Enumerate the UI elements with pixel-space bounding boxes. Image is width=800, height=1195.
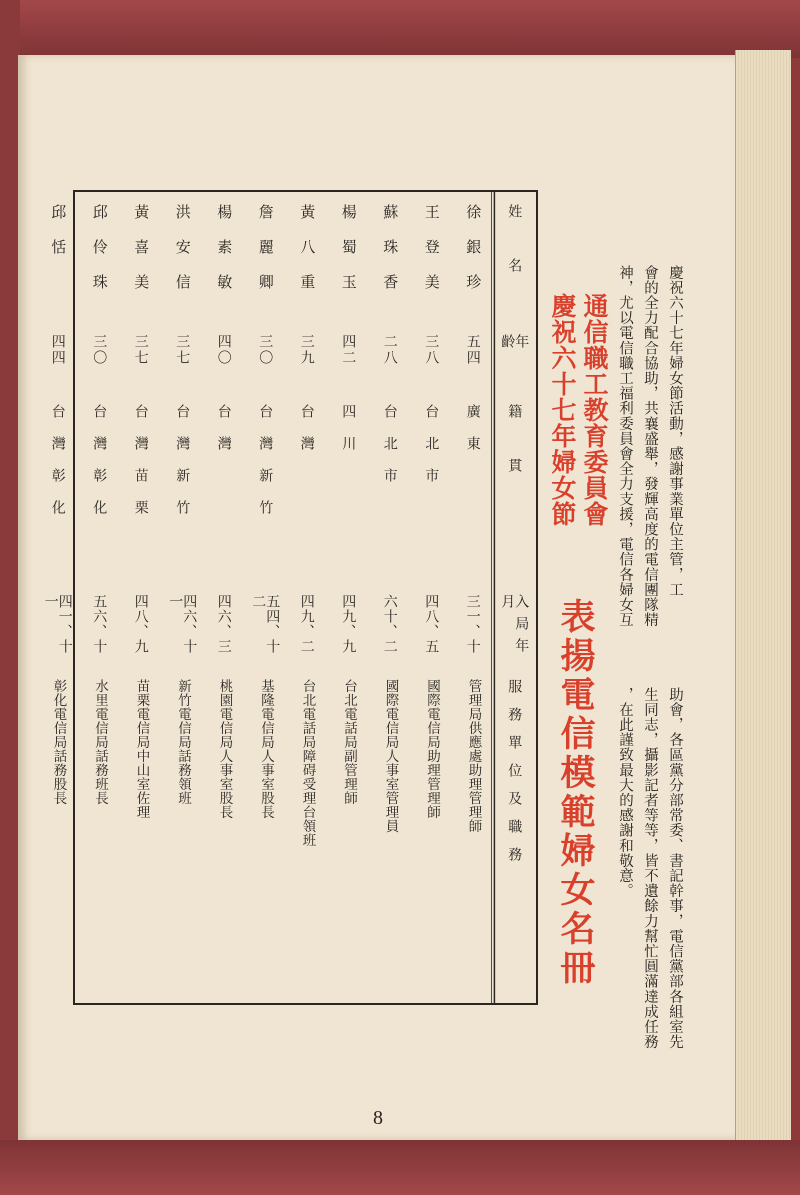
age-text: 五四 bbox=[464, 334, 481, 366]
origin-text: 台灣 bbox=[215, 404, 232, 468]
age-text: 三〇 bbox=[257, 334, 274, 366]
cell-origin bbox=[245, 404, 287, 578]
table-row bbox=[411, 192, 453, 1003]
post-text: 彰化電信局話務股長 bbox=[50, 679, 67, 805]
cell-name bbox=[328, 204, 370, 318]
cell-name bbox=[162, 204, 204, 318]
entry-text: 四八、五 bbox=[423, 594, 440, 654]
cell-name bbox=[37, 204, 79, 318]
cell-post bbox=[79, 679, 121, 998]
age-text: 三七 bbox=[174, 334, 191, 366]
post-text: 桃園電信局人事室股長 bbox=[216, 679, 233, 819]
cell-origin bbox=[286, 404, 328, 578]
header-entry-text: 入局年月 bbox=[499, 594, 530, 660]
entry-text: 四九、九 bbox=[340, 594, 357, 654]
name-text: 黃八重 bbox=[298, 204, 317, 309]
cell-entry bbox=[452, 594, 494, 663]
page-edges bbox=[735, 50, 791, 1155]
cell-name bbox=[369, 204, 411, 318]
cell-age bbox=[120, 334, 162, 388]
cell-origin bbox=[120, 404, 162, 578]
cell-entry bbox=[120, 594, 162, 663]
cell-name bbox=[452, 204, 494, 318]
age-text: 四四 bbox=[49, 334, 66, 366]
cell-origin bbox=[369, 404, 411, 578]
origin-text: 台灣新竹 bbox=[257, 404, 274, 532]
cell-entry bbox=[369, 594, 411, 663]
cell-name bbox=[245, 204, 287, 318]
name-text: 楊蜀玉 bbox=[339, 204, 358, 309]
post-text: 台北電話局障碍受理台領班 bbox=[299, 679, 316, 847]
cell-origin bbox=[203, 404, 245, 578]
cell-age bbox=[245, 334, 287, 388]
cell-origin bbox=[328, 404, 370, 578]
header-origin bbox=[494, 404, 536, 578]
cell-post bbox=[245, 679, 287, 998]
name-text: 邱恬 bbox=[49, 204, 68, 274]
book-cover-bottom bbox=[0, 1140, 800, 1195]
header-column bbox=[494, 192, 536, 1003]
origin-text: 台灣苗栗 bbox=[132, 404, 149, 532]
cell-entry bbox=[328, 594, 370, 663]
table-row bbox=[37, 192, 79, 1003]
table-row bbox=[452, 192, 494, 1003]
table-row bbox=[203, 192, 245, 1003]
entry-text: 四六、三 bbox=[215, 594, 232, 654]
cell-post bbox=[452, 679, 494, 998]
name-text: 黃喜美 bbox=[132, 204, 151, 309]
cell-post bbox=[162, 679, 204, 998]
page-number: 8 bbox=[373, 1107, 383, 1129]
age-text: 四二 bbox=[340, 334, 357, 366]
name-text: 邱伶珠 bbox=[90, 204, 109, 309]
intro-paragraph: 慶祝六十七年婦女節活動，感謝事業單位主管，工 會的全力配合協助，共襄盛舉，發輝高度的電信團隊精 神，尤以電信職工福利委員會全力支援，電信各婦女互 bbox=[617, 265, 683, 628]
cell-post bbox=[411, 679, 453, 998]
cell-origin bbox=[162, 404, 204, 578]
header-origin-text: 籍貫 bbox=[506, 404, 523, 512]
name-text: 蘇珠香 bbox=[381, 204, 400, 309]
age-text: 四〇 bbox=[215, 334, 232, 366]
cell-age bbox=[328, 334, 370, 388]
table-row bbox=[328, 192, 370, 1003]
post-text: 管理局供應處助理管理師 bbox=[465, 679, 482, 833]
name-text: 洪安信 bbox=[173, 204, 192, 309]
entry-text: 四一、十一 bbox=[42, 594, 73, 654]
origin-text: 台灣新竹 bbox=[174, 404, 191, 532]
header-age-text: 年齡 bbox=[499, 334, 530, 388]
entry-text: 三一、十 bbox=[464, 594, 481, 654]
book-cover-top bbox=[0, 0, 800, 58]
cell-entry bbox=[37, 594, 79, 663]
cell-origin bbox=[37, 404, 79, 578]
cell-post bbox=[286, 679, 328, 998]
cell-post bbox=[369, 679, 411, 998]
cell-age bbox=[452, 334, 494, 388]
age-text: 三七 bbox=[132, 334, 149, 366]
roster-table bbox=[42, 190, 538, 1005]
cell-age bbox=[369, 334, 411, 388]
origin-text: 台灣彰化 bbox=[91, 404, 108, 532]
entry-text: 四八、九 bbox=[132, 594, 149, 654]
origin-text: 四川 bbox=[340, 404, 357, 468]
entry-text: 五四、十二 bbox=[250, 594, 281, 654]
cell-origin bbox=[79, 404, 121, 578]
cell-age bbox=[79, 334, 121, 388]
entry-text: 六十、二 bbox=[381, 594, 398, 654]
table-row bbox=[286, 192, 328, 1003]
header-age bbox=[494, 334, 536, 388]
cell-age bbox=[162, 334, 204, 388]
cell-post bbox=[120, 679, 162, 998]
origin-text: 台北市 bbox=[423, 404, 440, 500]
cell-name bbox=[411, 204, 453, 318]
book-cover-left bbox=[0, 0, 20, 1195]
origin-text: 台灣彰化 bbox=[49, 404, 66, 532]
cell-name bbox=[79, 204, 121, 318]
cell-post bbox=[37, 679, 79, 998]
cell-entry bbox=[411, 594, 453, 663]
entry-text: 四九、二 bbox=[298, 594, 315, 654]
post-text: 苗栗電信局中山室佐理 bbox=[133, 679, 150, 819]
table-row bbox=[369, 192, 411, 1003]
closing-paragraph: 助會，各區黨分部常委、書記幹事，電信黨部各組室先 生同志，攝影記者等等，皆不遺餘力幫忙圓滿達成任務 ，在此謹致最大的感謝和敬意。 bbox=[617, 687, 683, 1050]
cell-name bbox=[286, 204, 328, 318]
cell-age bbox=[286, 334, 328, 388]
cell-age bbox=[203, 334, 245, 388]
name-text: 王登美 bbox=[422, 204, 441, 309]
table-row bbox=[245, 192, 287, 1003]
name-text: 詹麗卿 bbox=[256, 204, 275, 309]
entry-text: 四六、十一 bbox=[167, 594, 198, 654]
table-row bbox=[162, 192, 204, 1003]
origin-text: 台灣 bbox=[298, 404, 315, 468]
book-page bbox=[18, 55, 735, 1140]
cell-origin bbox=[411, 404, 453, 578]
age-text: 二八 bbox=[381, 334, 398, 366]
cell-post bbox=[328, 679, 370, 998]
age-text: 三〇 bbox=[91, 334, 108, 366]
cell-entry bbox=[286, 594, 328, 663]
cell-name bbox=[203, 204, 245, 318]
cell-age bbox=[37, 334, 79, 388]
post-text: 國際電信局助理管理師 bbox=[424, 679, 440, 819]
age-text: 三九 bbox=[298, 334, 315, 366]
age-text: 三八 bbox=[423, 334, 440, 366]
entry-text: 五六、十 bbox=[91, 594, 108, 654]
cell-entry bbox=[245, 594, 287, 663]
post-text: 基隆電信局人事室股長 bbox=[258, 679, 274, 819]
header-name bbox=[494, 204, 536, 318]
title-organization: 通信職工教育委員會 慶祝六十七年婦女節 bbox=[548, 293, 609, 527]
cell-origin bbox=[452, 404, 494, 578]
cell-age bbox=[411, 334, 453, 388]
origin-text: 廣東 bbox=[464, 404, 481, 468]
post-text: 台北電話局副管理師 bbox=[341, 679, 357, 805]
name-text: 徐銀珍 bbox=[464, 204, 483, 309]
header-entry bbox=[494, 594, 536, 663]
name-text: 楊素敏 bbox=[215, 204, 234, 309]
header-name-text: 姓名 bbox=[506, 204, 523, 312]
post-text: 國際電信局人事室管理員 bbox=[382, 679, 399, 833]
post-text: 新竹電信局話務領班 bbox=[175, 679, 191, 805]
cell-entry bbox=[162, 594, 204, 663]
cell-name bbox=[120, 204, 162, 318]
title-main: 表揚電信模範婦女名冊 bbox=[555, 598, 596, 988]
table-row bbox=[79, 192, 121, 1003]
header-post bbox=[494, 679, 536, 998]
header-post-text: 服務單位及職務 bbox=[506, 679, 523, 875]
cell-entry bbox=[203, 594, 245, 663]
origin-text: 台北市 bbox=[381, 404, 398, 500]
cell-entry bbox=[79, 594, 121, 663]
cell-post bbox=[203, 679, 245, 998]
post-text: 水里電信局話務班長 bbox=[92, 679, 108, 805]
table-row bbox=[120, 192, 162, 1003]
